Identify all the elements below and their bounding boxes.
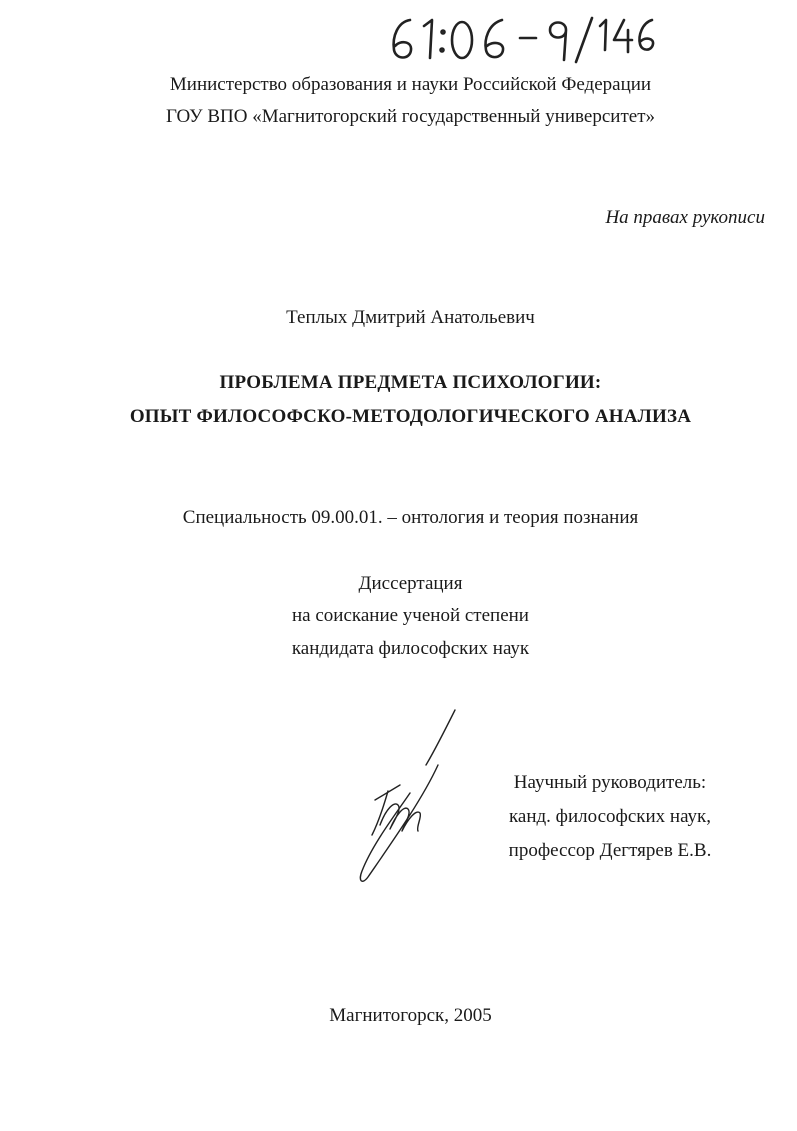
author-signature [350,705,470,890]
supervisor-label: Научный руководитель: [513,772,707,793]
ministry-name: Министерство образования и науки Российской Федерации [169,74,652,95]
degree-purpose: на соискание ученой степени [292,605,529,626]
dissertation-label: Диссертация [358,573,463,594]
specialty: Специальность 09.00.01. – онтология и теория познания [182,507,639,528]
dissertation-title-line-1: ПРОБЛЕМА ПРЕДМЕТА ПСИХОЛОГИИ: [219,372,602,393]
degree-name: кандидата философских наук [291,638,530,659]
archive-number-handwritten [380,8,680,64]
dissertation-title-line-2: ОПЫТ ФИЛОСОФСКО-МЕТОДОЛОГИЧЕСКОГО АНАЛИЗА [129,406,692,427]
manuscript-rights-note: На правах рукописи [605,207,765,228]
supervisor-degree: канд. философских наук, [508,806,712,827]
city-and-year: Магнитогорск, 2005 [329,1005,492,1026]
supervisor-name: профессор Дегтярев Е.В. [508,840,712,861]
author-name: Теплых Дмитрий Анатольевич [286,307,535,328]
university-name: ГОУ ВПО «Магнитогорский государственный университет» [165,106,655,127]
